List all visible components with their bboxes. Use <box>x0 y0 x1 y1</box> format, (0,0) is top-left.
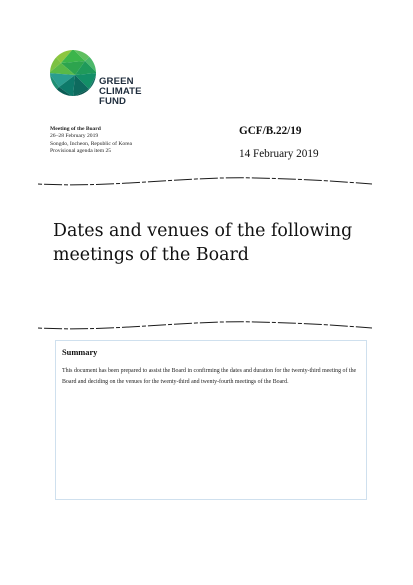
meeting-info <box>50 126 132 156</box>
meeting-dates: 26–28 February 2019 <box>50 133 99 140</box>
bottom-divider <box>36 320 374 334</box>
document-code: GCF/B.22/19 <box>239 125 302 137</box>
logo-line-fund: FUND <box>99 96 127 107</box>
green-climate-fund-logo-icon <box>49 49 97 97</box>
logo-line-green: GREEN <box>99 76 134 87</box>
document-date: 14 February 2019 <box>239 148 319 160</box>
summary-heading: Summary <box>62 348 98 357</box>
summary-box <box>55 340 367 500</box>
meeting-location: Songdo, Incheon, Republic of Korea <box>50 140 133 147</box>
summary-text: This document has been prepared to assist the Board in confirming the dates and duration for the twenty-third meeting of the Board and deciding on the venues for the twenty-third and twenty-fourth meetings of the Board. <box>62 368 357 385</box>
meeting-title: Meeting of the Board <box>50 126 101 132</box>
logo-wordmark <box>99 77 142 107</box>
meeting-agenda-item: Provisional agenda item 25 <box>50 148 112 155</box>
logo-line-climate: CLIMATE <box>99 86 142 97</box>
document-title: Dates and venues of the following meetings of the Board <box>53 221 353 265</box>
top-divider <box>36 176 374 190</box>
